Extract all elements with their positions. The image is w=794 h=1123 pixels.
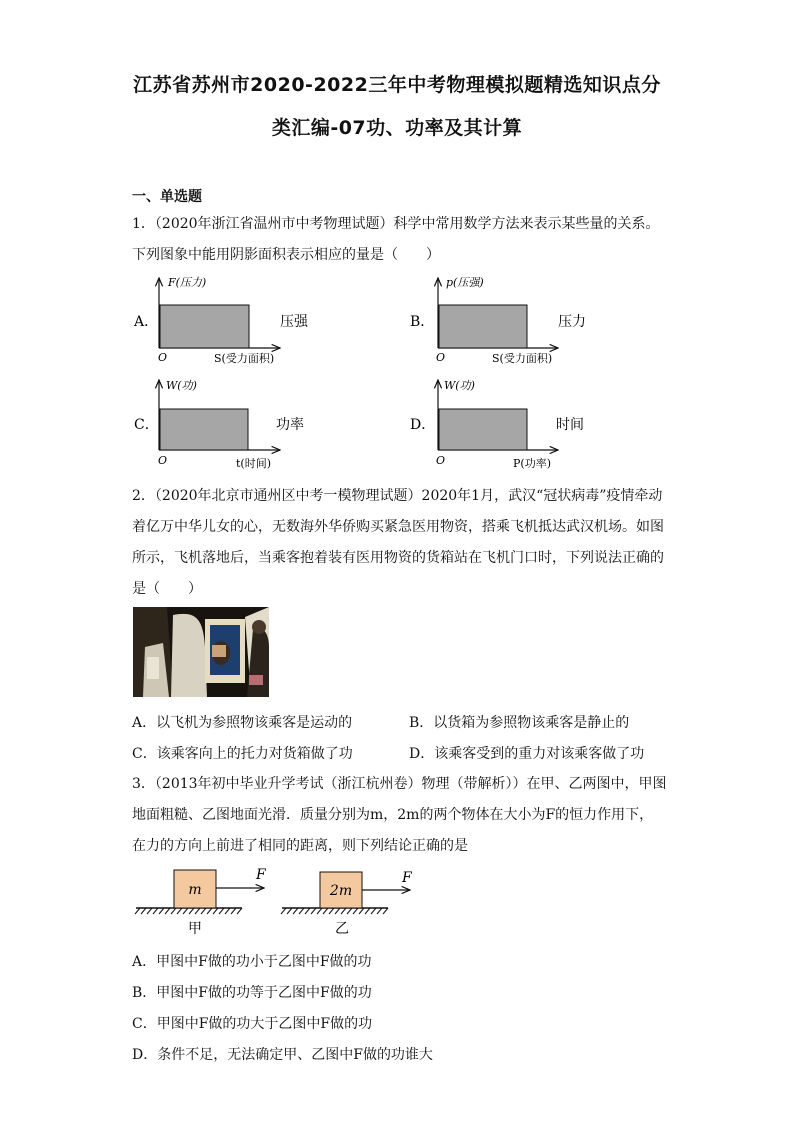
q2-option-a: A．以飞机为参照物该乘客是运动的 (132, 715, 353, 731)
q1-option-b-x-label: S(受力面积) (492, 352, 553, 365)
q1-option-a-letter: A． (134, 314, 159, 330)
q1-stem-line1: 1．（2020年浙江省温州市中考物理试题）科学中常用数学方法来表示某些量的关系。 (132, 216, 660, 232)
q1-option-b-y-label: p(压强) (446, 276, 484, 289)
q3-option-a: A．甲图中F做的功小于乙图中F做的功 (132, 954, 372, 970)
q1-option-c-letter: C． (134, 417, 159, 433)
q2-stem-line2: 着亿万中华儿女的心，无数海外华侨购买紧急医用物资，搭乘飞机抵达武汉机场。如图 (132, 519, 664, 535)
q1-option-c-shaded-area (160, 409, 248, 450)
q3-stem-line3: 在力的方向上前进了相同的距离，则下列结论正确的是 (132, 838, 468, 854)
q1-option-a-origin: O (158, 351, 168, 364)
q1-stem-line2: 下列图象中能用阴影面积表示相应的量是（ ） (132, 247, 440, 263)
q1-option-b-letter: B． (410, 314, 435, 330)
q1-option-b-graph (408, 272, 628, 372)
q1-option-b-origin: O (436, 351, 446, 364)
q1-option-d-answer: 时间 (556, 417, 584, 433)
airplane-door-photo (133, 607, 269, 697)
q3-left-caption: 甲 (188, 921, 202, 937)
q2-option-b: B．以货箱为参照物该乘客是静止的 (409, 715, 630, 731)
q3-option-c: C．甲图中F做的功大于乙图中F做的功 (132, 1016, 373, 1032)
q3-option-d: D．条件不足，无法确定甲、乙图中F做的功谁大 (132, 1047, 433, 1063)
q3-stem-line2: 地面粗糙、乙图地面光滑．质量分别为m，2m的两个物体在大小为F的恒力作用下， (132, 807, 654, 823)
section-heading: 一、单选题 (132, 189, 202, 205)
q1-option-a-y-label: F(压力) (168, 276, 207, 289)
q1-option-c-y-label: W(功) (166, 379, 197, 392)
q3-right-force-label: F (402, 870, 412, 886)
q3-right-caption: 乙 (335, 921, 349, 937)
q1-option-b-answer: 压力 (558, 314, 586, 330)
q1-option-d-y-label: W(功) (444, 379, 475, 392)
q1-option-d-origin: O (436, 454, 446, 467)
q1-option-c-origin: O (158, 454, 168, 467)
q3-left-force-label: F (256, 867, 266, 883)
q1-option-a-shaded-area (160, 305, 249, 348)
q2-stem-line1: 2．（2020年北京市通州区中考一模物理试题）2020年1月，武汉“冠状病毒”疫情牵动 (132, 488, 663, 504)
q1-option-c-graph (130, 374, 350, 476)
q2-stem-line3: 所示，飞机落地后，当乘客抱着装有医用物资的货箱站在飞机门口时，下列说法正确的 (132, 550, 664, 566)
q2-option-c: C．该乘客向上的托力对货箱做了功 (132, 746, 353, 762)
document-title-line2: 类汇编-07功、功率及其计算 (271, 117, 523, 139)
q1-option-c-x-label: t(时间) (236, 457, 272, 470)
q1-option-a-graph (130, 272, 350, 372)
q1-option-d-shaded-area (439, 409, 527, 450)
q1-option-d-letter: D． (410, 417, 436, 433)
q1-option-d-graph (408, 374, 628, 476)
q3-left-mass-label: m (188, 882, 202, 898)
q3-option-b: B．甲图中F做的功等于乙图中F做的功 (132, 985, 372, 1001)
q3-force-figure (130, 862, 430, 942)
q1-option-c-answer: 功率 (276, 417, 304, 433)
q1-option-b-shaded-area (439, 305, 527, 348)
q3-stem-line1: 3．（2013年初中毕业升学考试（浙江杭州卷）物理（带解析））在甲、乙两图中，甲图 (132, 776, 667, 792)
q2-option-d: D．该乘客受到的重力对该乘客做了功 (409, 746, 645, 762)
q1-option-d-x-label: P(功率) (513, 457, 551, 470)
q1-option-a-x-label: S(受力面积) (214, 352, 275, 365)
document-title-line1: 江苏省苏州市2020-2022三年中考物理模拟题精选知识点分 (133, 74, 661, 96)
q3-right-mass-label: 2m (329, 883, 353, 899)
q2-stem-line4: 是（ ） (132, 581, 202, 597)
q1-option-a-answer: 压强 (280, 314, 308, 330)
